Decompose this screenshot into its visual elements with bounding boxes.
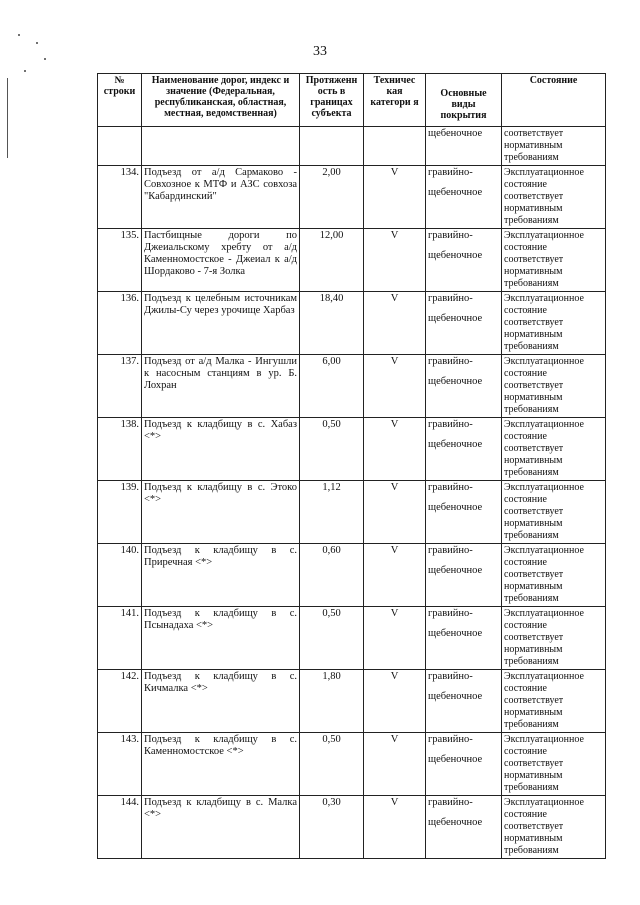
surface-line-2: щебеночное xyxy=(428,817,483,828)
cell-row-number: 135. xyxy=(98,229,142,292)
continuation-row xyxy=(98,127,606,166)
table-row xyxy=(98,418,606,481)
cell-road-name: Подъезд к кладбищу в с. Малка <*> xyxy=(142,796,300,859)
cell-empty xyxy=(300,127,364,166)
cell-empty xyxy=(98,127,142,166)
cell-road-name: Подъезд от а/д Малка - Ингушли к насосным станциям в ур. Б. Лохран xyxy=(142,355,300,418)
cell-state: Эксплуатационное состояние соответствует нормативным требованиям xyxy=(502,229,606,292)
cell-state: Эксплуатационное состояние соответствует нормативным требованиям xyxy=(502,355,606,418)
surface-line-1: гравийно- xyxy=(428,419,473,430)
cell-state: Эксплуатационное состояние соответствует нормативным требованиям xyxy=(502,418,606,481)
cell-row-number: 143. xyxy=(98,733,142,796)
cell-surface xyxy=(426,229,502,292)
surface-line-1: гравийно- xyxy=(428,356,473,367)
header-state: Состояние xyxy=(502,74,606,127)
surface-line-1: гравийно- xyxy=(428,482,473,493)
cell-surface xyxy=(426,607,502,670)
surface-line-1: гравийно- xyxy=(428,671,473,682)
cell-surface xyxy=(426,796,502,859)
cell-row-number: 134. xyxy=(98,166,142,229)
table-row xyxy=(98,796,606,859)
cell-row-number: 141. xyxy=(98,607,142,670)
surface-line-2: щебеночное xyxy=(428,628,483,639)
cell-length: 12,00 xyxy=(300,229,364,292)
cell-category: V xyxy=(364,607,426,670)
cell-empty xyxy=(142,127,300,166)
cell-category: V xyxy=(364,166,426,229)
surface-line-1: гравийно- xyxy=(428,167,473,178)
surface-line-1: гравийно- xyxy=(428,230,473,241)
cell-road-name: Подъезд к кладбищу в с. Этоко <*> xyxy=(142,481,300,544)
cell-category: V xyxy=(364,292,426,355)
cell-category: V xyxy=(364,544,426,607)
cell-row-number: 138. xyxy=(98,418,142,481)
surface-line-1: гравийно- xyxy=(428,608,473,619)
surface-line-2: щебеночное xyxy=(428,439,483,450)
header-category: Техничес кая категори я xyxy=(364,74,426,127)
cell-length: 0,50 xyxy=(300,607,364,670)
surface-line-1: гравийно- xyxy=(428,734,473,745)
table-row xyxy=(98,733,606,796)
roads-table xyxy=(97,73,606,859)
cell-row-number: 136. xyxy=(98,292,142,355)
cell-road-name: Подъезд от а/д Сармаково - Совхозное к МТФ и АЗС совхоза "Кабардинский" xyxy=(142,166,300,229)
cell-state: Эксплуатационное состояние соответствует нормативным требованиям xyxy=(502,796,606,859)
table-row xyxy=(98,355,606,418)
cell-road-name: Подъезд к кладбищу в с. Кичмалка <*> xyxy=(142,670,300,733)
cell-length: 18,40 xyxy=(300,292,364,355)
surface-line-2: щебеночное xyxy=(428,250,483,261)
cell-length: 1,12 xyxy=(300,481,364,544)
scan-speck xyxy=(36,42,38,44)
cell-category: V xyxy=(364,355,426,418)
table-row xyxy=(98,166,606,229)
cell-row-number: 142. xyxy=(98,670,142,733)
cell-surface xyxy=(426,733,502,796)
cell-length: 6,00 xyxy=(300,355,364,418)
cell-state: Эксплуатационное состояние соответствует нормативным требованиям xyxy=(502,166,606,229)
cell-length: 0,50 xyxy=(300,418,364,481)
cell-row-number: 140. xyxy=(98,544,142,607)
scan-speck xyxy=(44,58,46,60)
scan-speck xyxy=(24,70,26,72)
cell-road-name: Подъезд к целебным источникам Джилы-Су через урочище Харбаз xyxy=(142,292,300,355)
header-row-number: № строки xyxy=(98,74,142,127)
cell-road-name: Пастбищные дороги по Джеиальскому хребту от а/д Каменномостское - Джеиал к а/д Шордаково - 7-я Золка xyxy=(142,229,300,292)
cell-empty xyxy=(364,127,426,166)
cell-length: 0,30 xyxy=(300,796,364,859)
cell-row-number: 144. xyxy=(98,796,142,859)
cell-length: 0,50 xyxy=(300,733,364,796)
cell-state: Эксплуатационное состояние соответствует нормативным требованиям xyxy=(502,481,606,544)
surface-line-1: гравийно- xyxy=(428,797,473,808)
surface-line-2: щебеночное xyxy=(428,565,483,576)
cell-state: соответствует нормативным требованиям xyxy=(502,127,606,166)
cell-state: Эксплуатационное состояние соответствует нормативным требованиям xyxy=(502,544,606,607)
page-number: 33 xyxy=(313,44,327,59)
margin-rule xyxy=(7,78,8,158)
surface-line-2: щебеночное xyxy=(428,313,483,324)
cell-category: V xyxy=(364,418,426,481)
cell-state: Эксплуатационное состояние соответствует нормативным требованиям xyxy=(502,670,606,733)
cell-category: V xyxy=(364,796,426,859)
cell-surface xyxy=(426,481,502,544)
table-header-row xyxy=(98,74,606,127)
surface-line-2: щебеночное xyxy=(428,502,483,513)
header-road-name: Наименование дорог, индекс и значение (Федеральная, республиканская, областная, местная, ведомственная) xyxy=(142,74,300,127)
cell-surface xyxy=(426,292,502,355)
table-row xyxy=(98,229,606,292)
cell-road-name: Подъезд к кладбищу в с. Псынадаха <*> xyxy=(142,607,300,670)
cell-category: V xyxy=(364,733,426,796)
cell-category: V xyxy=(364,229,426,292)
cell-surface xyxy=(426,355,502,418)
cell-category: V xyxy=(364,481,426,544)
surface-line-2: щебеночное xyxy=(428,376,483,387)
cell-length: 2,00 xyxy=(300,166,364,229)
table-row xyxy=(98,481,606,544)
header-length: Протяженн ость в границах субъекта xyxy=(300,74,364,127)
cell-state: Эксплуатационное состояние соответствует нормативным требованиям xyxy=(502,292,606,355)
table-row xyxy=(98,544,606,607)
cell-row-number: 137. xyxy=(98,355,142,418)
cell-category: V xyxy=(364,670,426,733)
cell-length: 0,60 xyxy=(300,544,364,607)
surface-line-1: гравийно- xyxy=(428,545,473,556)
table-row xyxy=(98,670,606,733)
cell-surface xyxy=(426,418,502,481)
cell-road-name: Подъезд к кладбищу в с. Каменномостское <*> xyxy=(142,733,300,796)
table-row xyxy=(98,607,606,670)
surface-line-2: щебеночное xyxy=(428,754,483,765)
surface-line-2: щебеночное xyxy=(428,187,483,198)
cell-surface: щебеночное xyxy=(426,127,502,166)
surface-line-1: гравийно- xyxy=(428,293,473,304)
cell-state: Эксплуатационное состояние соответствует нормативным требованиям xyxy=(502,607,606,670)
cell-surface xyxy=(426,544,502,607)
cell-row-number: 139. xyxy=(98,481,142,544)
cell-road-name: Подъезд к кладбищу в с. Приречная <*> xyxy=(142,544,300,607)
cell-surface xyxy=(426,166,502,229)
surface-line-2: щебеночное xyxy=(428,691,483,702)
cell-length: 1,80 xyxy=(300,670,364,733)
scan-speck xyxy=(18,34,20,36)
cell-state: Эксплуатационное состояние соответствует нормативным требованиям xyxy=(502,733,606,796)
cell-surface xyxy=(426,670,502,733)
header-surface: Основные виды покрытия xyxy=(426,74,502,127)
cell-road-name: Подъезд к кладбищу в с. Хабаз <*> xyxy=(142,418,300,481)
table-row xyxy=(98,292,606,355)
